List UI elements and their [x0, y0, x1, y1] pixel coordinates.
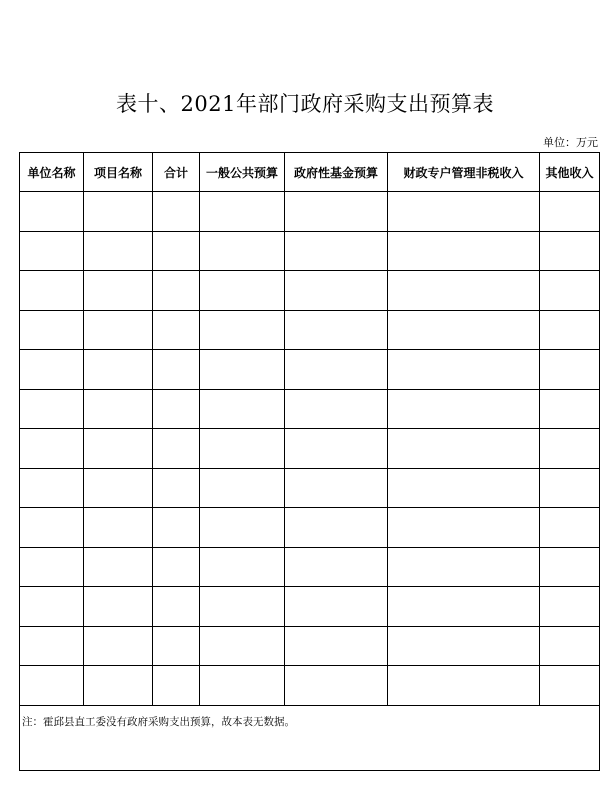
- table-cell: [540, 310, 600, 350]
- table-cell: [540, 429, 600, 469]
- table-cell: [285, 271, 388, 311]
- table-cell: [388, 666, 540, 706]
- table-cell: [540, 547, 600, 587]
- table-cell: [200, 389, 285, 429]
- table-cell: [84, 547, 153, 587]
- table-row: [20, 271, 600, 311]
- table-row: [20, 389, 600, 429]
- table-cell: [285, 429, 388, 469]
- table-cell: [153, 587, 200, 627]
- table-cell: [84, 429, 153, 469]
- table-cell: [285, 389, 388, 429]
- table-cell: [540, 350, 600, 390]
- table-cell: [84, 508, 153, 548]
- header-project-name: 项目名称: [84, 153, 153, 192]
- table-cell: [84, 192, 153, 232]
- table-cell: [153, 429, 200, 469]
- table-row: [20, 192, 600, 232]
- table-cell: [200, 350, 285, 390]
- table-cell: [20, 587, 84, 627]
- table-cell: [285, 310, 388, 350]
- table-cell: [84, 310, 153, 350]
- table-cell: [285, 468, 388, 508]
- table-cell: [20, 192, 84, 232]
- table-cell: [153, 271, 200, 311]
- table-cell: [153, 192, 200, 232]
- table-cell: [20, 350, 84, 390]
- table-cell: [20, 389, 84, 429]
- table-cell: [388, 389, 540, 429]
- table-cell: [200, 231, 285, 271]
- table-cell: [285, 350, 388, 390]
- table-note: 注：霍邱县直工委没有政府采购支出预算，故本表无数据。: [20, 705, 600, 770]
- table-row: [20, 626, 600, 666]
- table-cell: [388, 350, 540, 390]
- table-cell: [200, 547, 285, 587]
- table-cell: [200, 429, 285, 469]
- table-cell: [153, 666, 200, 706]
- table-cell: [20, 231, 84, 271]
- table-cell: [200, 192, 285, 232]
- table-cell: [200, 626, 285, 666]
- table-cell: [388, 429, 540, 469]
- table-cell: [540, 192, 600, 232]
- table-cell: [153, 508, 200, 548]
- unit-label: 单位：万元: [543, 136, 598, 149]
- table-cell: [20, 508, 84, 548]
- table-row: [20, 350, 600, 390]
- table-cell: [388, 192, 540, 232]
- table-row: [20, 547, 600, 587]
- table-cell: [388, 587, 540, 627]
- table-cell: [20, 666, 84, 706]
- table-row: [20, 468, 600, 508]
- table-cell: [285, 508, 388, 548]
- table-cell: [540, 468, 600, 508]
- table-cell: [200, 508, 285, 548]
- table-cell: [200, 666, 285, 706]
- table-cell: [285, 666, 388, 706]
- table-cell: [84, 626, 153, 666]
- table-cell: [200, 271, 285, 311]
- header-special-account-income: 财政专户管理非税收入: [388, 153, 540, 192]
- table-cell: [388, 547, 540, 587]
- table-cell: [285, 547, 388, 587]
- table-cell: [84, 271, 153, 311]
- table-cell: [200, 468, 285, 508]
- table-row: [20, 666, 600, 706]
- table-cell: [200, 310, 285, 350]
- table-cell: [84, 350, 153, 390]
- table-cell: [20, 547, 84, 587]
- table-header-row: [20, 153, 600, 192]
- table-cell: [20, 468, 84, 508]
- table-cell: [540, 587, 600, 627]
- table-row: [20, 429, 600, 469]
- table-cell: [153, 231, 200, 271]
- table-cell: [388, 271, 540, 311]
- table-cell: [153, 547, 200, 587]
- header-gov-fund-budget: 政府性基金预算: [285, 153, 388, 192]
- table-row: [20, 587, 600, 627]
- table-cell: [540, 231, 600, 271]
- header-unit-name: 单位名称: [20, 153, 84, 192]
- table-cell: [84, 468, 153, 508]
- table-cell: [84, 231, 153, 271]
- table-row: [20, 310, 600, 350]
- table-cell: [20, 626, 84, 666]
- header-total: 合计: [153, 153, 200, 192]
- table-cell: [388, 626, 540, 666]
- table-cell: [285, 587, 388, 627]
- table-cell: [540, 666, 600, 706]
- table-cell: [20, 271, 84, 311]
- table-cell: [200, 587, 285, 627]
- table-cell: [540, 389, 600, 429]
- table-cell: [388, 231, 540, 271]
- table-cell: [285, 626, 388, 666]
- table-cell: [540, 271, 600, 311]
- header-other-income: 其他收入: [540, 153, 600, 192]
- table-cell: [388, 310, 540, 350]
- table-cell: [388, 508, 540, 548]
- table-cell: [285, 231, 388, 271]
- table-cell: [540, 626, 600, 666]
- table-cell: [84, 587, 153, 627]
- table-cell: [153, 626, 200, 666]
- table-row: [20, 508, 600, 548]
- table-cell: [84, 666, 153, 706]
- page-title: 表十、2021年部门政府采购支出预算表: [116, 92, 494, 116]
- table-cell: [540, 508, 600, 548]
- table-cell: [20, 310, 84, 350]
- table-cell: [153, 389, 200, 429]
- table-cell: [20, 429, 84, 469]
- table-cell: [388, 468, 540, 508]
- table-cell: [84, 389, 153, 429]
- table-cell: [285, 192, 388, 232]
- table-cell: [153, 310, 200, 350]
- table-cell: [153, 350, 200, 390]
- table-cell: [153, 468, 200, 508]
- procurement-budget-table: [19, 152, 600, 771]
- table-row: [20, 231, 600, 271]
- header-general-budget: 一般公共预算: [200, 153, 285, 192]
